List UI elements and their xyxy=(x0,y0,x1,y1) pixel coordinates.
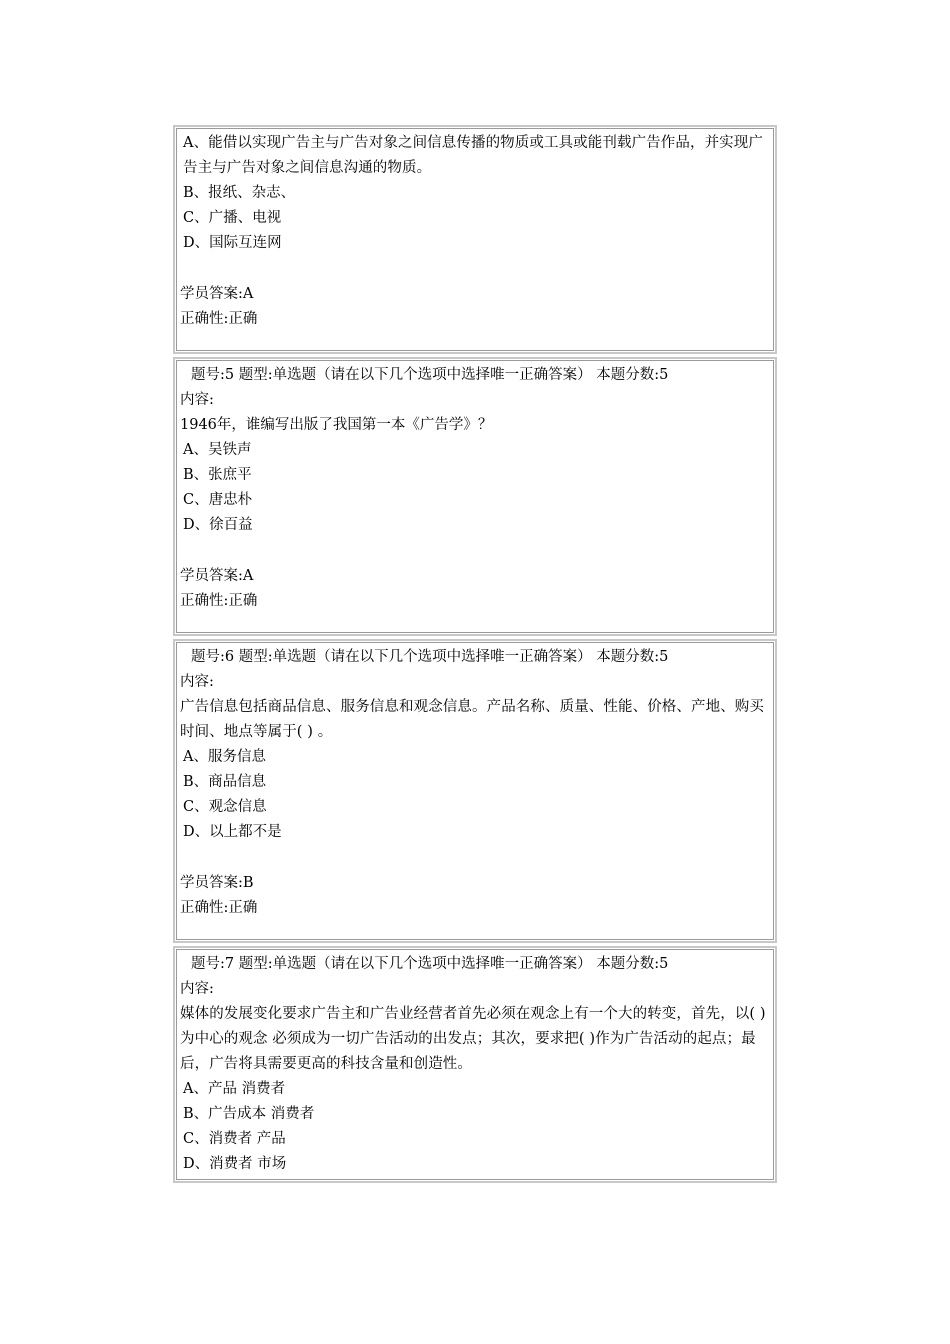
option-b: B、报纸、杂志、 xyxy=(183,185,296,201)
question-block-6 xyxy=(173,639,777,943)
question-header: 题号:6 题型:单选题（请在以下几个选项中选择唯一正确答案） 本题分数:5 xyxy=(191,649,669,665)
option-a: A、产品 消费者 xyxy=(183,1081,286,1097)
student-answer: 学员答案:B xyxy=(180,875,254,891)
question-text: 1946年，谁编写出版了我国第一本《广告学》？ xyxy=(180,417,493,433)
student-answer: 学员答案:A xyxy=(180,568,254,584)
quiz-review-table xyxy=(173,125,777,1186)
student-answer: 学员答案:A xyxy=(180,286,254,302)
option-c: C、唐忠朴 xyxy=(183,492,253,508)
content-label: 内容: xyxy=(180,981,214,997)
spacer xyxy=(180,256,771,282)
question-text: 媒体的发展变化要求广告主和广告业经营者首先必须在观念上有一个大的转变，首先，以( )为中心的观念 必须成为一切广告活动的出发点；其次，要求把( )作为广告活动的起点；最后，广告将具需要更高的科技含量和创造性。 xyxy=(180,1006,766,1072)
option-c: C、广播、电视 xyxy=(183,210,282,226)
correctness: 正确性:正确 xyxy=(180,311,258,327)
content-label: 内容: xyxy=(180,674,214,690)
spacer xyxy=(180,845,771,871)
option-b: B、张庶平 xyxy=(183,467,252,483)
option-a: A、能借以实现广告主与广告对象之间信息传播的物质或工具或能刊载广告作品，并实现广告主与广告对象之间信息沟通的物质。 xyxy=(183,135,763,176)
question-block-4 xyxy=(173,125,777,354)
question-block-5 xyxy=(173,357,777,636)
option-d: D、消费者 市场 xyxy=(183,1156,287,1172)
option-d: D、徐百益 xyxy=(183,517,253,533)
content-label: 内容: xyxy=(180,392,214,408)
option-c: C、消费者 产品 xyxy=(183,1131,286,1147)
question-header: 题号:7 题型:单选题（请在以下几个选项中选择唯一正确答案） 本题分数:5 xyxy=(191,956,669,972)
spacer xyxy=(180,1177,771,1181)
option-d: D、以上都不是 xyxy=(183,824,282,840)
question-text: 广告信息包括商品信息、服务信息和观念信息。产品名称、质量、性能、价格、产地、购买时间、地点等属于( ) 。 xyxy=(180,699,764,740)
option-d: D、国际互连网 xyxy=(183,235,282,251)
correctness: 正确性:正确 xyxy=(180,900,258,916)
option-b: B、广告成本 消费者 xyxy=(183,1106,315,1122)
option-b: B、商品信息 xyxy=(183,774,267,790)
option-c: C、观念信息 xyxy=(183,799,267,815)
question-block-7 xyxy=(173,946,777,1183)
correctness: 正确性:正确 xyxy=(180,593,258,609)
option-a: A、服务信息 xyxy=(183,749,266,765)
spacer xyxy=(180,921,771,941)
spacer xyxy=(180,538,771,564)
question-header: 题号:5 题型:单选题（请在以下几个选项中选择唯一正确答案） 本题分数:5 xyxy=(191,367,669,383)
option-a: A、吴铁声 xyxy=(183,442,252,458)
spacer xyxy=(180,332,771,352)
spacer xyxy=(180,614,771,634)
